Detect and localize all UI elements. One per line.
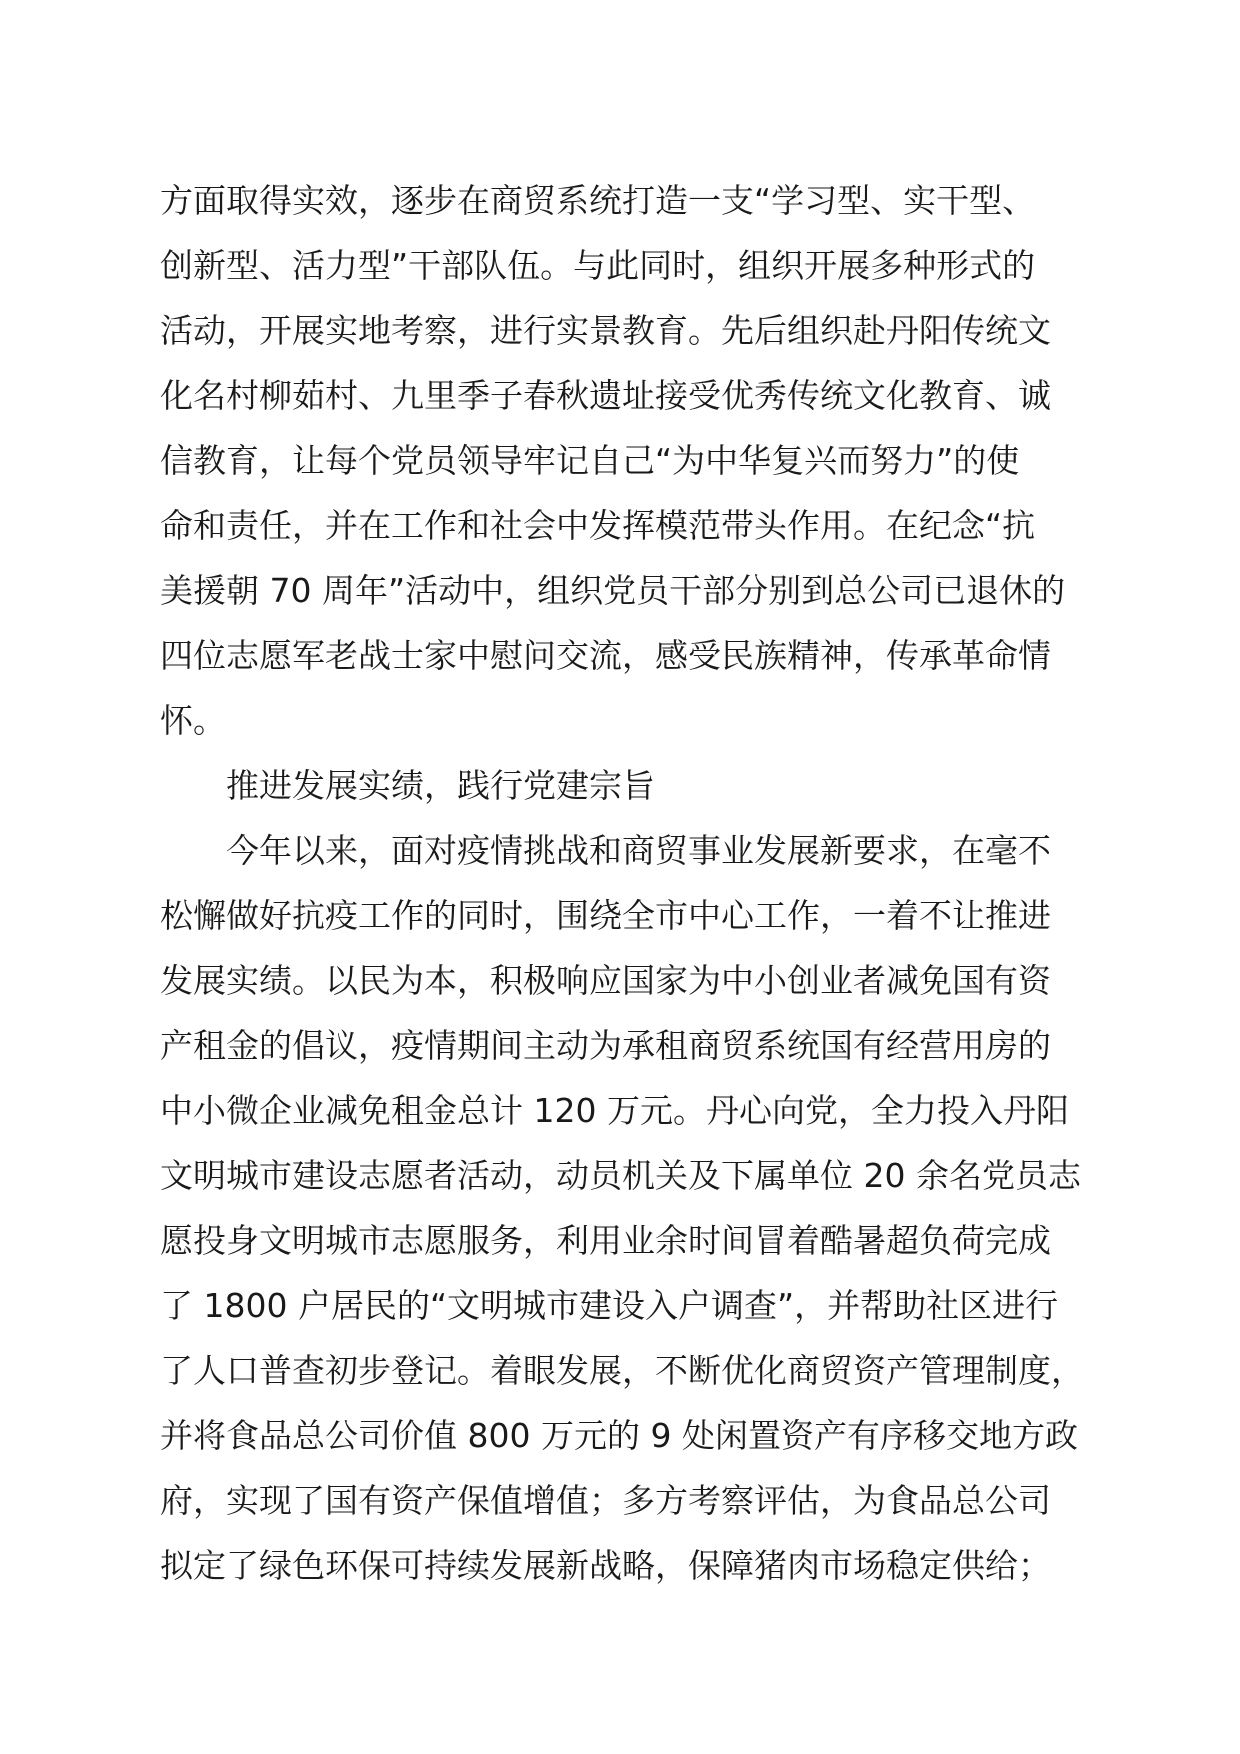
text-line: 中小微企业减免租金总计 120 万元。丹心向党，全力投入丹阳 bbox=[160, 1091, 1069, 1130]
paragraph-start-line: 今年以来，面对疫情挑战和商贸事业发展新要求，在毫不 bbox=[226, 831, 1051, 870]
text-line: 并将食品总公司价值 800 万元的 9 处闲置资产有序移交地方政 bbox=[160, 1416, 1078, 1455]
text-line: 文明城市建设志愿者活动，动员机关及下属单位 20 余名党员志 bbox=[160, 1156, 1081, 1195]
text-line: 发展实绩。以民为本，积极响应国家为中小创业者减免国有资 bbox=[160, 961, 1051, 1000]
text-line: 创新型、活力型”干部队伍。与此同时，组织开展多种形式的 bbox=[160, 246, 1036, 285]
text-line: 命和责任，并在工作和社会中发挥模范带头作用。在纪念“抗 bbox=[160, 506, 1036, 545]
text-line: 拟定了绿色环保可持续发展新战略，保障猪肉市场稳定供给； bbox=[160, 1546, 1051, 1585]
text-line: 活动，开展实地考察，进行实景教育。先后组织赴丹阳传统文 bbox=[160, 311, 1051, 350]
text-line: 了人口普查初步登记。着眼发展，不断优化商贸资产管理制度， bbox=[160, 1351, 1084, 1390]
text-line: 怀。 bbox=[160, 701, 226, 740]
document-body bbox=[160, 168, 1100, 1598]
section-heading: 推进发展实绩，践行党建宗旨 bbox=[226, 766, 655, 805]
text-line: 松懈做好抗疫工作的同时，围绕全市中心工作，一着不让推进 bbox=[160, 896, 1051, 935]
text-line: 府，实现了国有资产保值增值；多方考察评估，为食品总公司 bbox=[160, 1481, 1051, 1520]
text-line: 愿投身文明城市志愿服务，利用业余时间冒着酷暑超负荷完成 bbox=[160, 1221, 1051, 1260]
text-line: 产租金的倡议，疫情期间主动为承租商贸系统国有经营用房的 bbox=[160, 1026, 1051, 1065]
text-line: 美援朝 70 周年”活动中，组织党员干部分别到总公司已退休的 bbox=[160, 571, 1066, 610]
text-line: 化名村柳茹村、九里季子春秋遗址接受优秀传统文化教育、诚 bbox=[160, 376, 1051, 415]
text-line: 信教育，让每个党员领导牢记自己“为中华复兴而努力”的使 bbox=[160, 441, 1020, 480]
text-line: 四位志愿军老战士家中慰问交流，感受民族精神，传承革命情 bbox=[160, 636, 1051, 675]
text-line: 了 1800 户居民的“文明城市建设入户调查”，并帮助社区进行 bbox=[160, 1286, 1059, 1325]
text-line: 方面取得实效，逐步在商贸系统打造一支“学习型、实干型、 bbox=[160, 181, 1036, 220]
